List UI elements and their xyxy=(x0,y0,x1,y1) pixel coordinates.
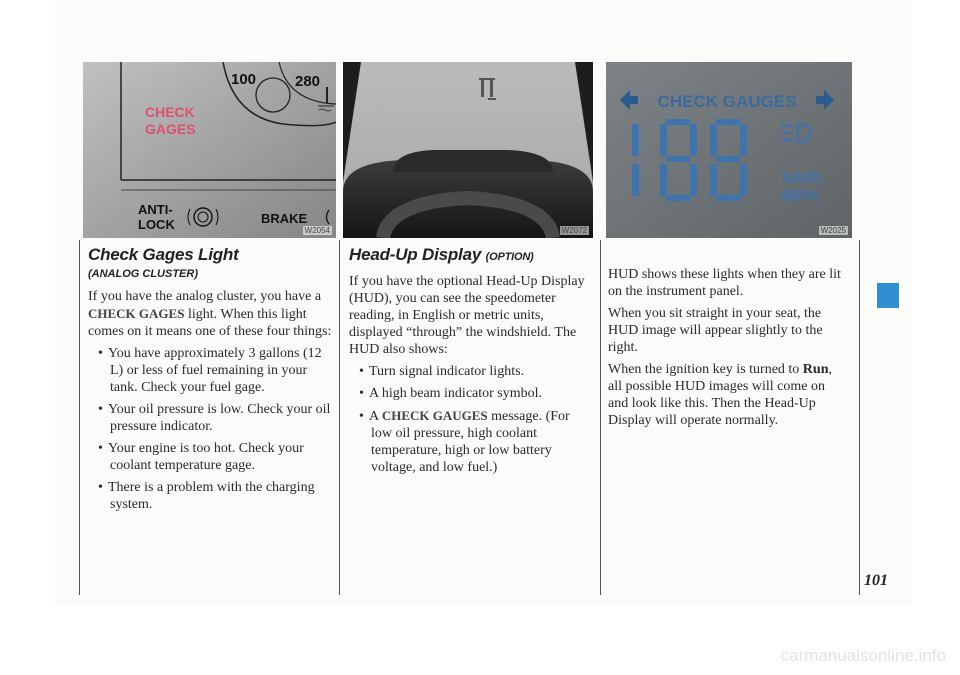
paragraph: When you sit straight in your seat, the HUD image will appear slightly to the right. xyxy=(608,306,823,355)
unit-mph: MPH xyxy=(782,188,818,205)
gauge-label-100: 100 xyxy=(231,71,257,88)
check-gages-text-gages: GAGES xyxy=(145,121,196,137)
column-rule xyxy=(79,240,80,595)
hud-display-image xyxy=(606,62,852,238)
paragraph: HUD shows these lights when they are lit on the instrument panel. xyxy=(608,267,841,299)
column-head-up-display xyxy=(349,245,589,481)
bullet-list xyxy=(88,345,334,513)
paragraph: If you have the optional Head-Up Display (HUD), you can see the speedometer reading, in English or metric units, displayed “through” the windshield. The HUD also shows: xyxy=(349,274,585,357)
column-rule xyxy=(339,240,340,595)
list-item: • A high beam indicator symbol. xyxy=(349,385,589,402)
unit-kmh: km/h xyxy=(782,168,822,187)
paragraph: If you have the analog cluster, you have a CHECK GAGES light. When this light comes on it means one of these four things: xyxy=(88,289,332,339)
list-item: • Turn signal indicator lights. xyxy=(349,363,589,380)
hud-windshield-illustration xyxy=(343,62,593,238)
check-gages-text-check: CHECK xyxy=(145,104,195,120)
paragraph: When the ignition key is turned to Run, all possible HUD images will come on and look like this. Then the Head-Up Display will operate normally. xyxy=(608,362,832,428)
anti-lock-text-anti: ANTI- xyxy=(138,202,173,217)
hud-windshield-image xyxy=(343,62,593,238)
hud-display-illustration xyxy=(606,62,852,238)
list-item: • Your engine is too hot. Check your coolant temperature gage. xyxy=(88,440,334,474)
column-check-gages xyxy=(88,245,334,518)
section-heading: Head-Up Display (OPTION) xyxy=(349,245,534,264)
gauge-label-280: 280 xyxy=(295,73,321,90)
section-subheading: (ANALOG CLUSTER) xyxy=(88,268,198,280)
section-heading: Check Gages Light xyxy=(88,245,239,264)
list-item: • Your oil pressure is low. Check your oil pressure indicator. xyxy=(88,401,334,435)
list-item: • There is a problem with the charging system. xyxy=(88,479,334,513)
list-item: • A CHECK GAUGES message. (For low oil pressure, high coolant temperature, high or low battery voltage, and low fuel.) xyxy=(349,407,589,476)
figure-code: W2025 xyxy=(820,226,846,235)
column-rule xyxy=(859,240,860,595)
figure-code: W2054 xyxy=(304,226,330,235)
figure-code: W2072 xyxy=(561,226,587,235)
section-tab-marker xyxy=(877,283,899,308)
brake-text: BRAKE xyxy=(261,211,308,226)
check-gauges-message: CHECK GAUGES xyxy=(657,92,797,111)
list-item: • You have approximately 3 gallons (12 L) or less of fuel remaining in your tank. Check your fuel gage. xyxy=(88,345,334,396)
anti-lock-text-lock: LOCK xyxy=(138,217,175,232)
analog-cluster-illustration xyxy=(83,62,336,238)
page-number: 101 xyxy=(864,572,888,589)
column-hud-notes xyxy=(608,266,844,434)
analog-cluster-image xyxy=(83,62,336,238)
watermark: carmanualsonline.info xyxy=(780,646,946,665)
column-rule xyxy=(600,240,601,595)
bullet-list xyxy=(349,363,589,476)
